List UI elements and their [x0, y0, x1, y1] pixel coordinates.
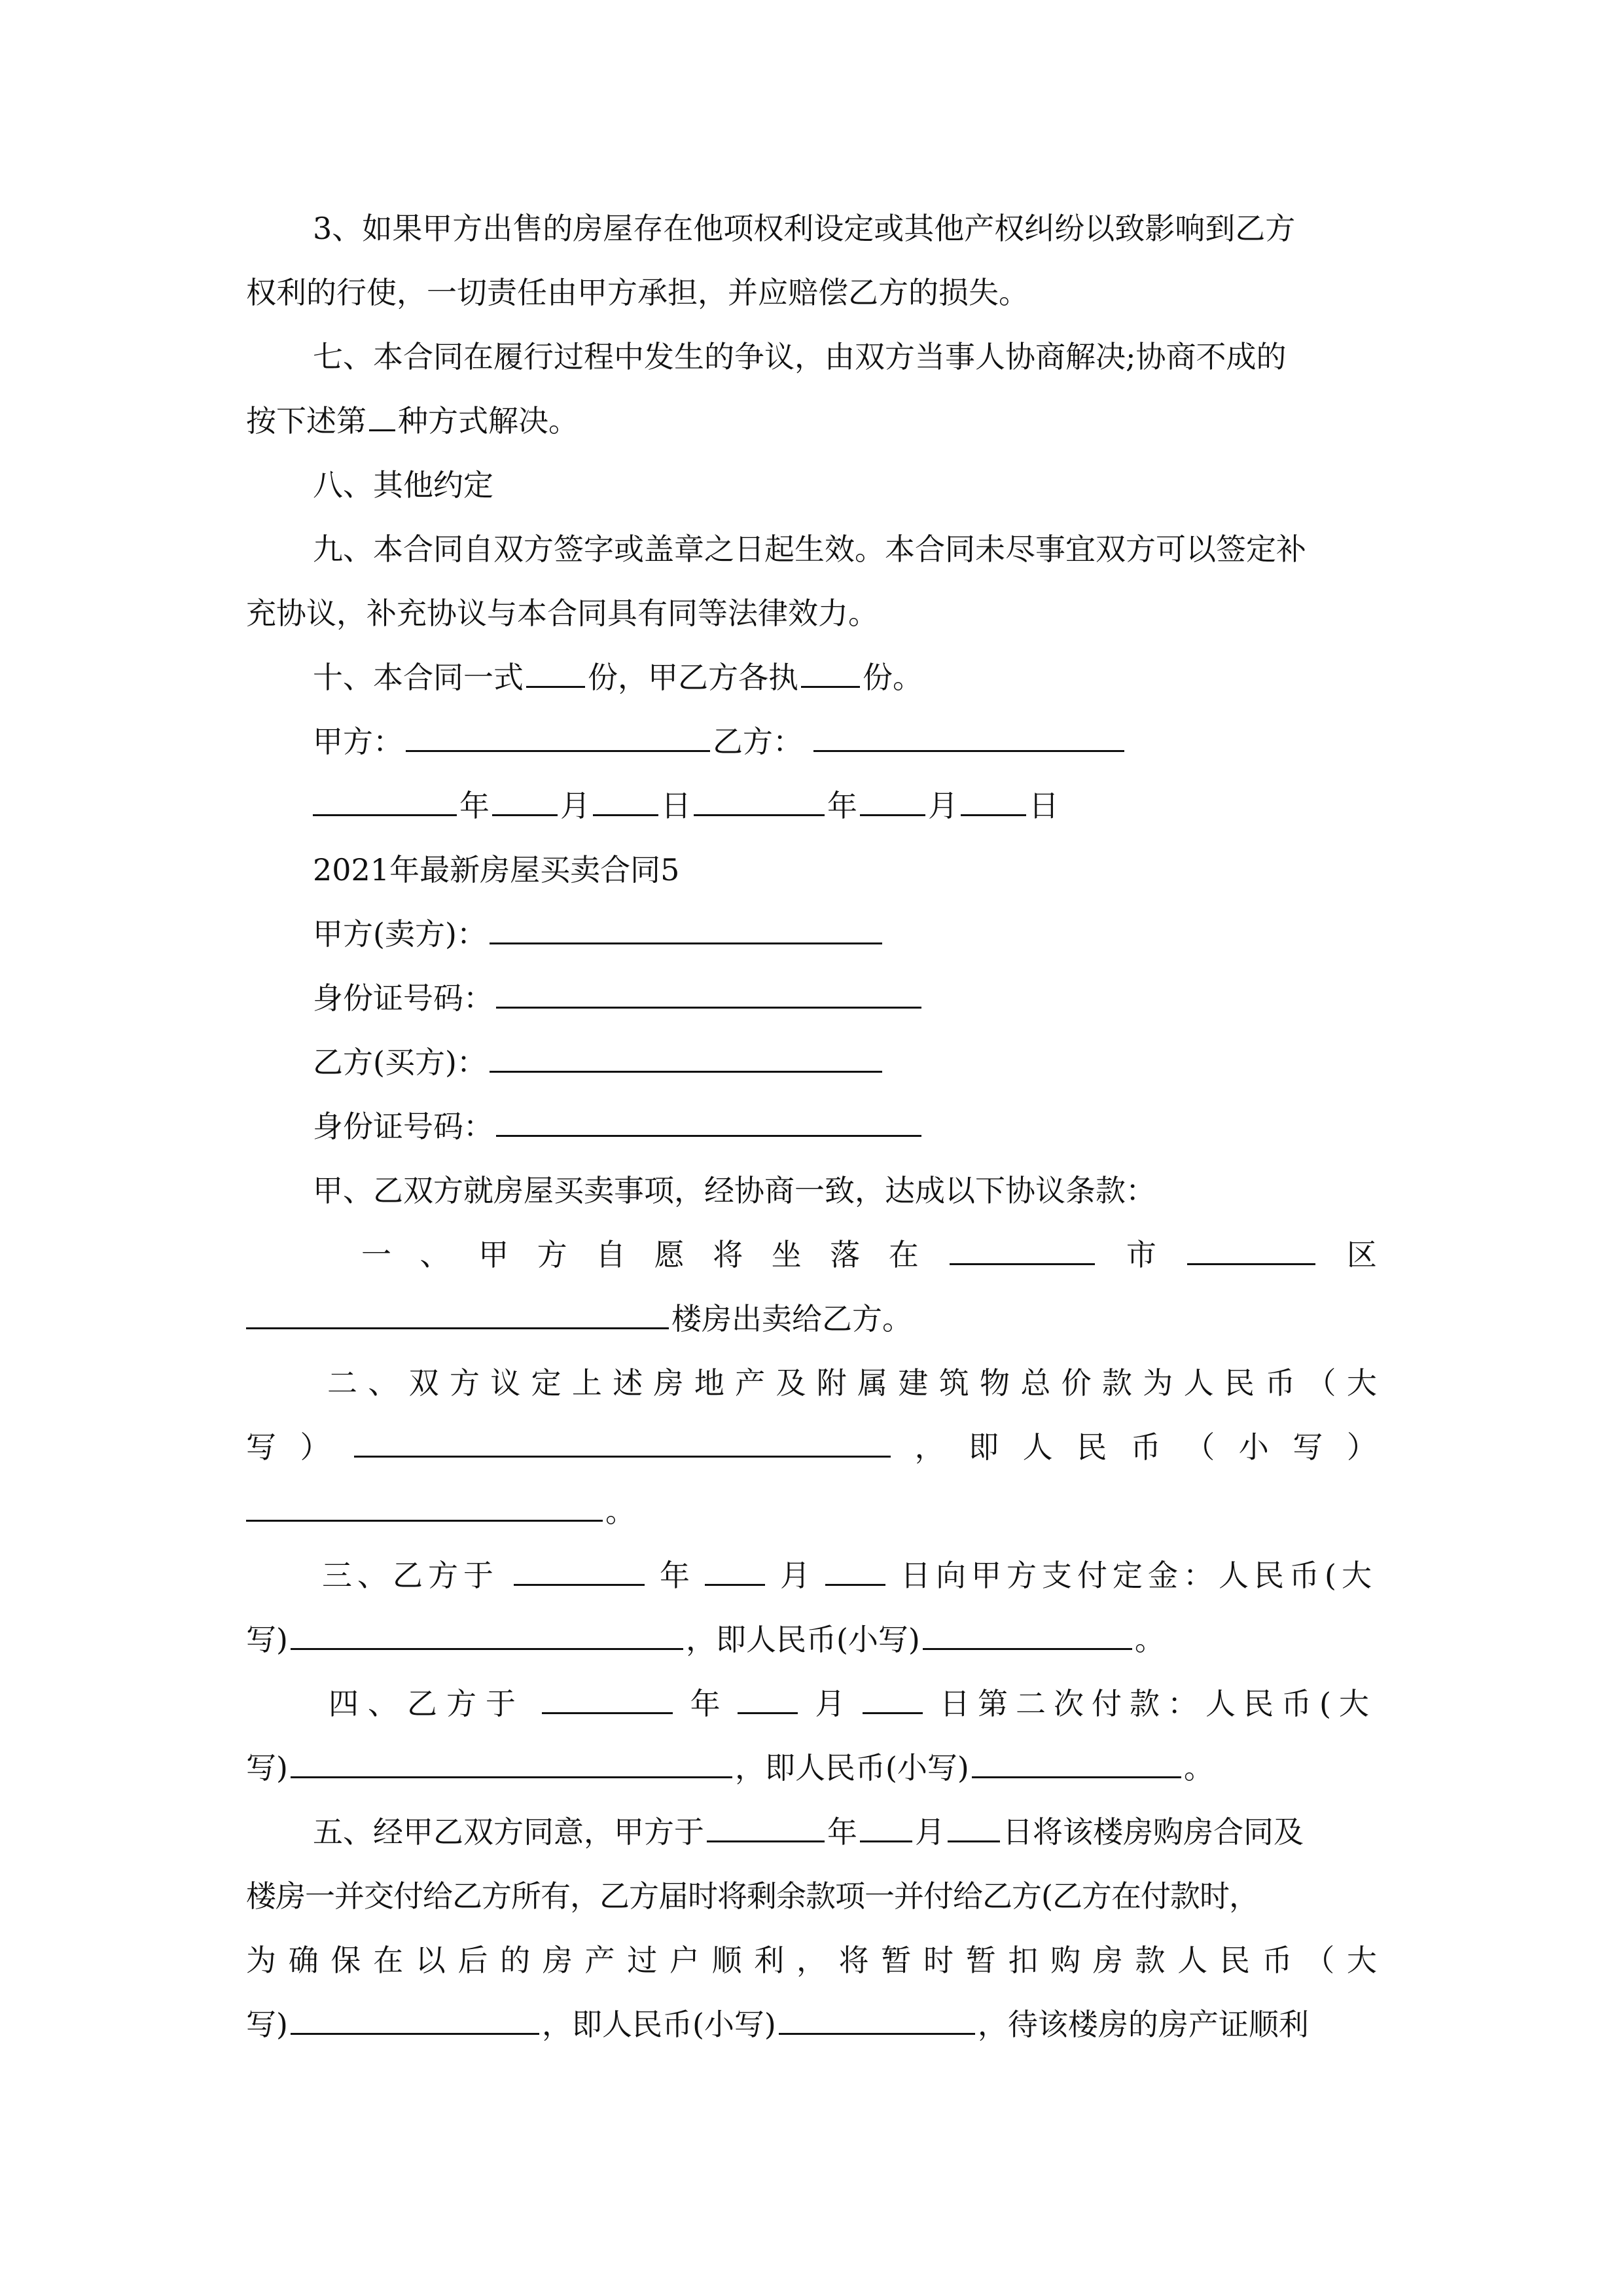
- second-payment-uppercase-field[interactable]: [291, 1749, 732, 1778]
- c2-char: 币: [1265, 1365, 1296, 1401]
- c2-char: 属: [857, 1365, 888, 1401]
- c3-month: 月: [780, 1558, 810, 1593]
- total-price-lowercase-field[interactable]: [246, 1492, 603, 1522]
- clause-9-text-1: 九、本合同自双方签字或盖章之日起生效。本合同未尽事宜双方可以签定补: [313, 531, 1306, 567]
- handover-month-field[interactable]: [860, 1813, 912, 1842]
- c2-char: 人: [1183, 1365, 1214, 1401]
- date-day-label-a: 日: [661, 788, 691, 823]
- clause-10-text-c: 份。: [863, 660, 923, 695]
- c1-char: 一: [361, 1237, 391, 1272]
- clause-2-line-2: [246, 1415, 1377, 1479]
- c1-char: 自: [596, 1237, 626, 1272]
- c2-char: 价: [1061, 1365, 1092, 1401]
- clause-3-line-1: [313, 196, 1377, 260]
- clause-7-text-2b: 种方式解决。: [398, 403, 579, 439]
- clause-10-line: [313, 645, 1377, 709]
- c5-text-a: 五、经甲乙双方同意，甲方于: [313, 1814, 704, 1850]
- seller-id-line: [313, 966, 1377, 1030]
- copies-each-blank[interactable]: [801, 658, 860, 688]
- party-b-year-field[interactable]: [694, 787, 825, 816]
- c4-end: 。: [1183, 1750, 1214, 1785]
- c5-l3-char: 顺: [711, 1943, 742, 1978]
- party-b-label: 乙方：: [713, 724, 803, 759]
- signature-parties-line: [313, 709, 1377, 774]
- clause-three-line-1: [322, 1543, 1377, 1607]
- clause-three-line-2: [246, 1607, 1377, 1672]
- clause-four-line-2: [246, 1736, 1377, 1800]
- c2-char: 上: [571, 1365, 602, 1401]
- c5-l3-char: ，: [796, 1943, 827, 1978]
- clause-2-line-1: [327, 1351, 1377, 1415]
- intro-line: [313, 1158, 1377, 1223]
- clause-five-line-3: [246, 1928, 1377, 1992]
- date-year-label-a: 年: [459, 788, 490, 823]
- c2-char: 款: [1101, 1365, 1132, 1401]
- c2-char: 附: [816, 1365, 847, 1401]
- c5-l3-char: 将: [838, 1943, 869, 1978]
- c2-comma: ，: [914, 1429, 945, 1465]
- c5-l3-char: 币: [1262, 1943, 1293, 1978]
- c5-l3-char: 暂: [881, 1943, 912, 1978]
- intro-text: 甲、乙双方就房屋买卖事项，经协商一致，达成以下协议条款：: [313, 1173, 1156, 1208]
- contract-title: 2021年最新房屋买卖合同5: [313, 852, 680, 888]
- c4-month: 月: [815, 1686, 846, 1721]
- c1-char: 、: [419, 1237, 450, 1272]
- clause-five-line-1: [313, 1800, 1377, 1864]
- c5-l3-char: 为: [246, 1943, 276, 1978]
- date-day-label-b: 日: [1029, 788, 1059, 823]
- second-payment-lowercase-field[interactable]: [972, 1749, 1181, 1778]
- seller-label: 甲方(卖方)：: [313, 916, 487, 952]
- c5-l3-char: 房: [1092, 1943, 1123, 1978]
- c1-char: 坐: [771, 1237, 802, 1272]
- c2-char: 方: [449, 1365, 480, 1401]
- party-a-month-field[interactable]: [492, 787, 558, 816]
- c5-l3-char: 以: [415, 1943, 446, 1978]
- c2-write-label: 写: [246, 1429, 276, 1465]
- c4-text-b: 日第二次付款：人民币(大: [939, 1686, 1377, 1721]
- c5-l3-char: 大: [1346, 1943, 1377, 1978]
- c5-l3-char: 在: [373, 1943, 404, 1978]
- clause-1-line-2: [246, 1287, 1377, 1351]
- c5-month: 月: [915, 1814, 945, 1850]
- c5-l3-char: 款: [1135, 1943, 1166, 1978]
- clause-7-line-2: [246, 389, 1377, 453]
- c5-l3-char: 过: [627, 1943, 658, 1978]
- date-month-label-a: 月: [560, 788, 590, 823]
- clause-1-line-1: [361, 1223, 1377, 1287]
- copies-total-blank[interactable]: [526, 658, 585, 688]
- c2-l2c-char: 即: [969, 1429, 999, 1465]
- clause-9-line-1: [313, 517, 1377, 581]
- clause-1-text-2: 楼房出卖给乙方。: [671, 1301, 912, 1336]
- party-a-year-field[interactable]: [313, 787, 457, 816]
- c5-l3-char: 的: [500, 1943, 531, 1978]
- buyer-name-field[interactable]: [490, 1043, 882, 1073]
- c5-text-b: 日将该楼房购房合同及: [1003, 1814, 1304, 1850]
- c2-char: 房: [653, 1365, 684, 1401]
- c5-l3-char: 购: [1050, 1943, 1081, 1978]
- c5-l3-char: 房: [542, 1943, 573, 1978]
- clause-four-line-1: [329, 1672, 1377, 1736]
- c2-char: 总: [1020, 1365, 1051, 1401]
- c5-l3-char: 扣: [1008, 1943, 1039, 1978]
- clause-3-text-2: 权利的行使，一切责任由甲方承担，并应赔偿乙方的损失。: [246, 275, 1029, 310]
- deposit-lowercase-field[interactable]: [923, 1621, 1132, 1650]
- c1-char: 甲: [478, 1237, 509, 1272]
- city-field[interactable]: [950, 1236, 1095, 1265]
- second-payment-year-field[interactable]: [542, 1685, 673, 1714]
- c2-l2c-char: 币: [1130, 1429, 1161, 1465]
- seller-id-field[interactable]: [496, 979, 921, 1009]
- c2-char: （: [1306, 1365, 1336, 1401]
- clause-10-text-a: 十、本合同一式: [313, 660, 524, 695]
- total-price-uppercase-field[interactable]: [354, 1428, 891, 1458]
- buyer-label: 乙方(买方)：: [313, 1045, 487, 1080]
- party-b-month-field[interactable]: [860, 787, 925, 816]
- clause-8-text: 八、其他约定: [313, 467, 493, 503]
- c3-text-b: 日向甲方支付定金：人民币(大: [901, 1558, 1377, 1593]
- dispute-method-blank[interactable]: [369, 402, 395, 431]
- c2-end: 。: [605, 1494, 635, 1529]
- deposit-month-field[interactable]: [705, 1556, 765, 1586]
- c5-l3-char: 人: [1177, 1943, 1208, 1978]
- clause-10-text-b: 份，甲乙方各执: [588, 660, 798, 695]
- c5-text-l2: 楼房一并交付给乙方所有，乙方届时将剩余款项一并付给乙方(乙方在付款时，: [246, 1878, 1258, 1914]
- c5-text-l4b: ，即人民币(小写): [541, 2007, 776, 2042]
- c5-l3-char: 后: [457, 1943, 488, 1978]
- handover-year-field[interactable]: [707, 1813, 825, 1842]
- c2-char: 定: [531, 1365, 562, 1401]
- clause-9-text-2: 充协议，补充协议与本合同具有同等法律效力。: [246, 596, 878, 631]
- c2-char: 二: [327, 1365, 357, 1401]
- c2-char: 及: [776, 1365, 806, 1401]
- buyer-line: [313, 1030, 1377, 1094]
- c2-char: 、: [368, 1365, 399, 1401]
- handover-day-field[interactable]: [948, 1813, 1000, 1842]
- c5-text-l4c: ，待该楼房的房产证顺利: [977, 2007, 1309, 2042]
- party-a-day-field[interactable]: [593, 787, 658, 816]
- c2-l2c-char: 人: [1022, 1429, 1053, 1465]
- buyer-id-line: [313, 1094, 1377, 1158]
- seller-line: [313, 902, 1377, 966]
- c5-l3-char: 产: [584, 1943, 615, 1978]
- c2-l2c-char: ）: [1346, 1429, 1377, 1465]
- city-label: 市: [1126, 1237, 1156, 1272]
- c3-end: 。: [1134, 1622, 1165, 1657]
- party-a-label: 甲方：: [313, 724, 403, 759]
- withheld-lowercase-field[interactable]: [779, 2005, 975, 2035]
- c2-char: 述: [613, 1365, 643, 1401]
- c4-text-l2a: 写): [246, 1750, 288, 1785]
- c2-char: 为: [1143, 1365, 1173, 1401]
- c1-char: 在: [888, 1237, 919, 1272]
- clause-five-line-2: [246, 1864, 1377, 1928]
- clause-7-line-1: [313, 325, 1377, 389]
- date-month-label-b: 月: [928, 788, 958, 823]
- c3-text-l2b: ，即人民币(小写): [685, 1622, 920, 1657]
- c5-l3-char: 确: [288, 1943, 319, 1978]
- c2-l2c-char: 民: [1077, 1429, 1107, 1465]
- c5-l3-char: 保: [330, 1943, 361, 1978]
- party-b-day-field[interactable]: [961, 787, 1026, 816]
- c2-char: 双: [408, 1365, 439, 1401]
- c2-l2c-char: 小: [1238, 1429, 1269, 1465]
- c4-year: 年: [690, 1686, 721, 1721]
- c2-char: 产: [735, 1365, 766, 1401]
- c2-char: 大: [1346, 1365, 1377, 1401]
- party-b-signature-field[interactable]: [813, 723, 1124, 752]
- c1-char: 落: [830, 1237, 861, 1272]
- clause-3-line-2: [246, 260, 1377, 325]
- c5-text-l4a: 写): [246, 2007, 288, 2042]
- c5-year: 年: [827, 1814, 857, 1850]
- clause-7-text-1: 七、本合同在履行过程中发生的争议，由双方当事人协商解决;协商不成的: [313, 339, 1287, 374]
- c1-char: 方: [537, 1237, 567, 1272]
- property-address-field[interactable]: [246, 1300, 669, 1329]
- deposit-day-field[interactable]: [825, 1556, 885, 1586]
- c2-paren: ）: [300, 1429, 330, 1465]
- clause-9-line-2: [246, 581, 1377, 645]
- seller-id-label: 身份证号码：: [313, 980, 493, 1016]
- deposit-uppercase-field[interactable]: [291, 1621, 683, 1650]
- c1-char: 愿: [654, 1237, 685, 1272]
- c3-year: 年: [660, 1558, 690, 1593]
- district-field[interactable]: [1187, 1236, 1315, 1265]
- party-a-signature-field[interactable]: [406, 723, 710, 752]
- clause-3-text-1: 3、如果甲方出售的房屋存在他项权利设定或其他产权纠纷以致影响到乙方: [313, 211, 1296, 246]
- second-payment-month-field[interactable]: [738, 1685, 798, 1714]
- c5-l3-char: 时: [923, 1943, 954, 1978]
- c5-l3-char: 民: [1219, 1943, 1250, 1978]
- c2-l2c-char: （: [1185, 1429, 1215, 1465]
- c3-text-l2a: 写): [246, 1622, 288, 1657]
- c5-l3-char: （: [1304, 1943, 1335, 1978]
- second-payment-day-field[interactable]: [863, 1685, 923, 1714]
- withheld-uppercase-field[interactable]: [291, 2005, 539, 2035]
- deposit-year-field[interactable]: [514, 1556, 645, 1586]
- c5-l3-char: 利: [754, 1943, 785, 1978]
- buyer-id-label: 身份证号码：: [313, 1109, 493, 1144]
- c2-char: 筑: [938, 1365, 969, 1401]
- clause-7-text-2a: 按下述第: [246, 403, 366, 439]
- c5-l3-char: 户: [669, 1943, 700, 1978]
- clause-five-line-4: [246, 1992, 1377, 2056]
- clause-2-line-3: [246, 1479, 1377, 1543]
- contract-title-line: [313, 838, 1377, 902]
- date-year-label-b: 年: [827, 788, 857, 823]
- district-label: 区: [1346, 1237, 1377, 1272]
- c2-char: 民: [1224, 1365, 1255, 1401]
- c2-char: 议: [490, 1365, 521, 1401]
- c1-char: 将: [713, 1237, 743, 1272]
- c2-l2c-char: 写: [1293, 1429, 1323, 1465]
- buyer-id-field[interactable]: [496, 1107, 921, 1137]
- signature-dates-line: [313, 774, 1377, 838]
- c4-text-a: 四、乙方于: [329, 1686, 525, 1721]
- c5-l3-char: 暂: [965, 1943, 996, 1978]
- c2-char: 建: [898, 1365, 929, 1401]
- c2-char: 地: [694, 1365, 724, 1401]
- c3-text-a: 三、乙方于: [322, 1558, 499, 1593]
- clause-8-line: [313, 453, 1377, 517]
- c2-char: 物: [980, 1365, 1010, 1401]
- seller-name-field[interactable]: [490, 915, 882, 944]
- c4-text-l2b: ，即人民币(小写): [734, 1750, 969, 1785]
